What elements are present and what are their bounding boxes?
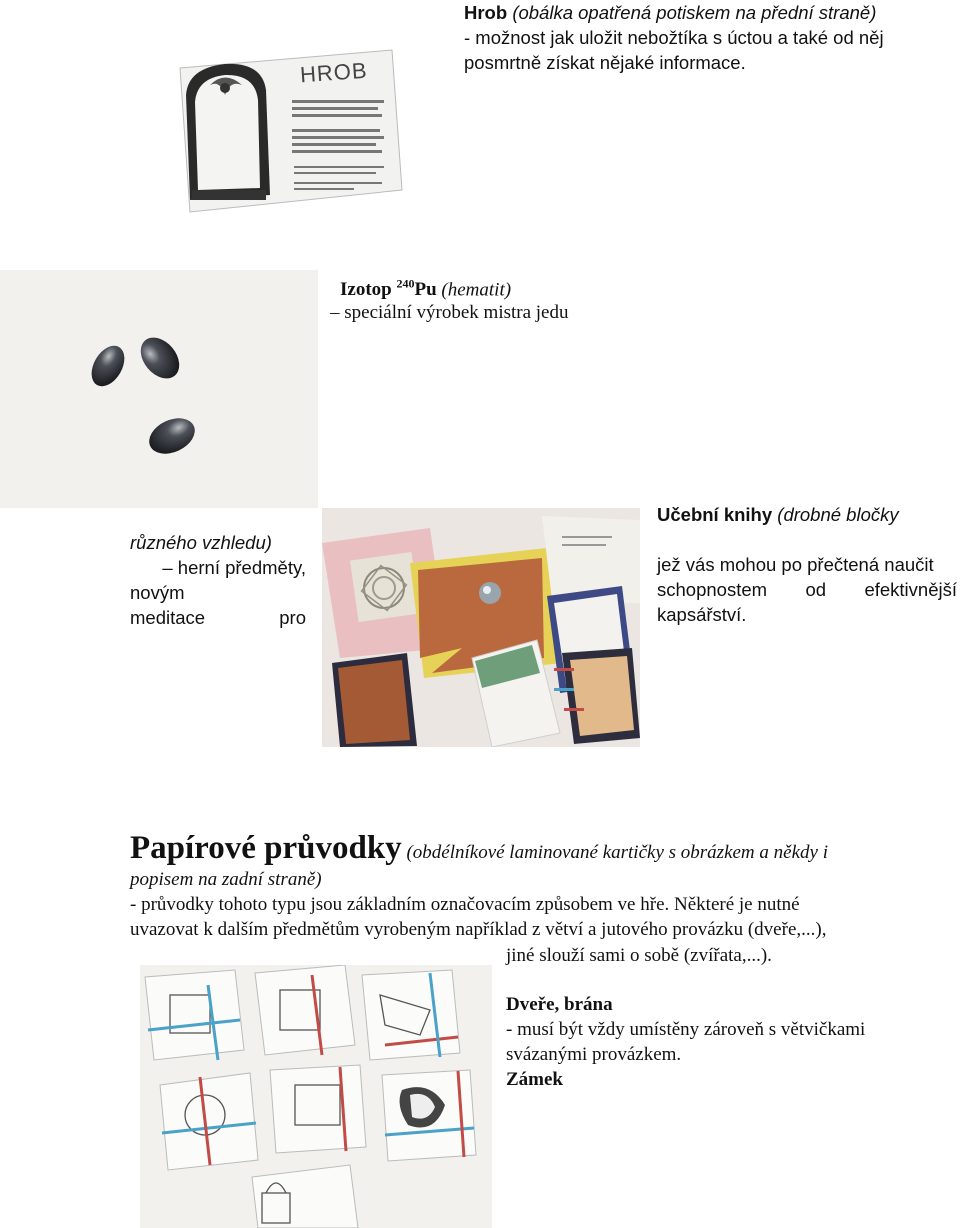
hrob-line2: posmrtně získat nějaké informace. bbox=[464, 52, 746, 73]
pruvodky-line1: - průvodky tohoto typu jsou základním označovacím způsobem ve hře. Některé je nutné bbox=[130, 894, 800, 915]
hrob-envelope-photo bbox=[170, 40, 410, 215]
knihy-line1: jež vás mohou po přečtená naučit bbox=[657, 554, 934, 575]
cards-photo bbox=[140, 965, 492, 1228]
dvere-line2: svázanými provázkem. bbox=[506, 1044, 682, 1065]
hrob-title: Hrob bbox=[464, 2, 508, 23]
knihy-line2: schopnostem od efektivnější bbox=[657, 579, 957, 600]
hrob-text bbox=[464, 0, 884, 75]
hrob-card-heading: HROB bbox=[299, 57, 369, 88]
dvere-title: Dveře, brána bbox=[506, 994, 613, 1015]
hrob-note: (obálka opatřená potiskem na přední straně) bbox=[512, 2, 877, 23]
books-photo bbox=[322, 508, 640, 747]
meditace-line3: novým bbox=[130, 582, 185, 603]
meditace-line1: různého vzhledu) bbox=[130, 532, 272, 553]
pruvodky-note1: (obdélníkové laminované kartičky s obrázkem a někdy i bbox=[406, 842, 828, 863]
izotop-note: (hematit) bbox=[441, 279, 512, 301]
knihy-body bbox=[657, 552, 957, 627]
knihy-heading bbox=[657, 502, 899, 527]
izotop-desc: – speciální výrobek mistra jedu bbox=[330, 302, 569, 323]
izotop-text bbox=[340, 272, 511, 302]
knihy-title: Učební knihy bbox=[657, 504, 773, 525]
pruvodky-note2: popisem na zadní straně) bbox=[130, 869, 322, 890]
zamek-title: Zámek bbox=[506, 1069, 563, 1090]
hrob-line1: - možnost jak uložit nebožtíka s úctou a také od něj bbox=[464, 27, 884, 48]
dvere-line1: - musí být vždy umístěny zároveň s větvičkami bbox=[506, 1019, 866, 1040]
pruvodky-title: Papírové průvodky bbox=[130, 830, 402, 866]
hematite-photo bbox=[0, 270, 318, 508]
meditace-line2: – herní předměty, bbox=[162, 557, 306, 578]
pruvodky-line3: jiné slouží sami o sobě (zvířata,...). bbox=[506, 945, 772, 966]
dvere-text bbox=[506, 992, 865, 1092]
knihy-line3: kapsářství. bbox=[657, 604, 747, 625]
meditace-line4: meditace pro bbox=[130, 607, 306, 628]
knihy-note: (drobné bločky bbox=[777, 504, 899, 525]
pruvodky-line2: uvazovat k dalším předmětům vyrobeným například z větví a jutového provázku (dveře,...), bbox=[130, 919, 827, 940]
meditace-text bbox=[130, 530, 306, 630]
izotop-title: Izotop $^{240}$Pu bbox=[340, 277, 437, 301]
